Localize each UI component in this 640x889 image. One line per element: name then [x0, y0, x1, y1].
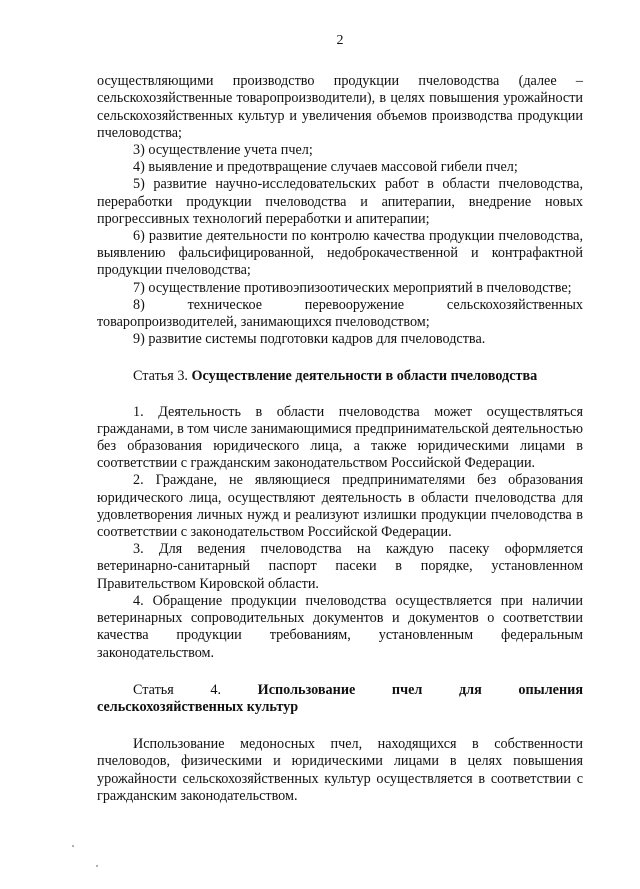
article-3-paragraph-3: 3. Для ведения пчеловодства на каждую пасеку оформляется ветеринарно-санитарный паспорт пасеки в порядке, установленном Правительством Кировской области. — [97, 541, 583, 592]
intro-paragraph: осуществляющими производство продукции пчеловодства (далее – сельскохозяйственные товаропроизводители), в целях повышения урожайности сельскохозяйственных культур и увеличения объемов производства продукции пчеловодства; — [97, 73, 583, 141]
list-item-3: 3) осуществление учета пчел; — [133, 142, 313, 159]
article-4-heading — [97, 682, 583, 716]
page-number: 2 — [336, 33, 344, 48]
article-4-title-line-1: Использование пчел для опыления — [257, 681, 584, 698]
scan-speck — [72, 845, 74, 847]
list-item-6: 6) развитие деятельности по контролю качества продукции пчеловодства, выявлению фальсифицированной, недоброкачественной и контрафактной продукции пчеловодства; — [97, 228, 583, 279]
article-4-paragraph: Использование медоносных пчел, находящихся в собственности пчеловодов, физическими и юридическими лицами в целях повышения урожайности сельскохозяйственных культур осуществляется в соответствии с гражданским законодательством. — [97, 736, 583, 804]
article-3-prefix: Статья 3. — [133, 368, 188, 385]
list-item-9: 9) развитие системы подготовки кадров для пчеловодства. — [133, 331, 486, 348]
article-3-paragraph-4: 4. Обращение продукции пчеловодства осуществляется при наличии ветеринарных сопроводительных документов и документов о соответствии качества продукции требованиям, установленным федеральным законодательством. — [97, 592, 583, 661]
article-3-paragraph-1: 1. Деятельность в области пчеловодства может осуществляться гражданами, в том числе занимающимися предпринимательской деятельностью без образования юридического лица, а также юридическими лицами в соответствии с гражданским законодательством Российской Федерации. — [97, 403, 583, 472]
article-4-title-line-2: сельскохозяйственных культур — [97, 698, 299, 715]
article-4-prefix: Статья 4. — [133, 681, 222, 698]
scan-speck — [96, 865, 98, 867]
list-item-5: 5) развитие научно-исследовательских работ в области пчеловодства, переработки продукции пчеловодства и апитерапии, внедрение новых прогрессивных технологий переработки и апитерапии; — [97, 176, 583, 227]
document-page — [97, 32, 583, 805]
article-3-paragraph-2: 2. Граждане, не являющиеся предпринимателями без образования юридического лица, осуществляют деятельность в области пчеловодства для удовлетворения личных нужд и реализуют излишки продукции пчеловодства в соответствии с законодательством Российской Федерации. — [97, 472, 583, 541]
article-3-heading — [97, 368, 583, 385]
list-item-7: 7) осуществление противоэпизоотических мероприятий в пчеловодстве; — [133, 279, 572, 296]
article-3-title: Осуществление деятельности в области пчеловодства — [191, 368, 538, 385]
list-item-4: 4) выявление и предотвращение случаев массовой гибели пчел; — [133, 159, 518, 176]
list-item-8: 8) техническое перевооружение сельскохозяйственных товаропроизводителей, занимающихся пчеловодством; — [97, 296, 583, 331]
